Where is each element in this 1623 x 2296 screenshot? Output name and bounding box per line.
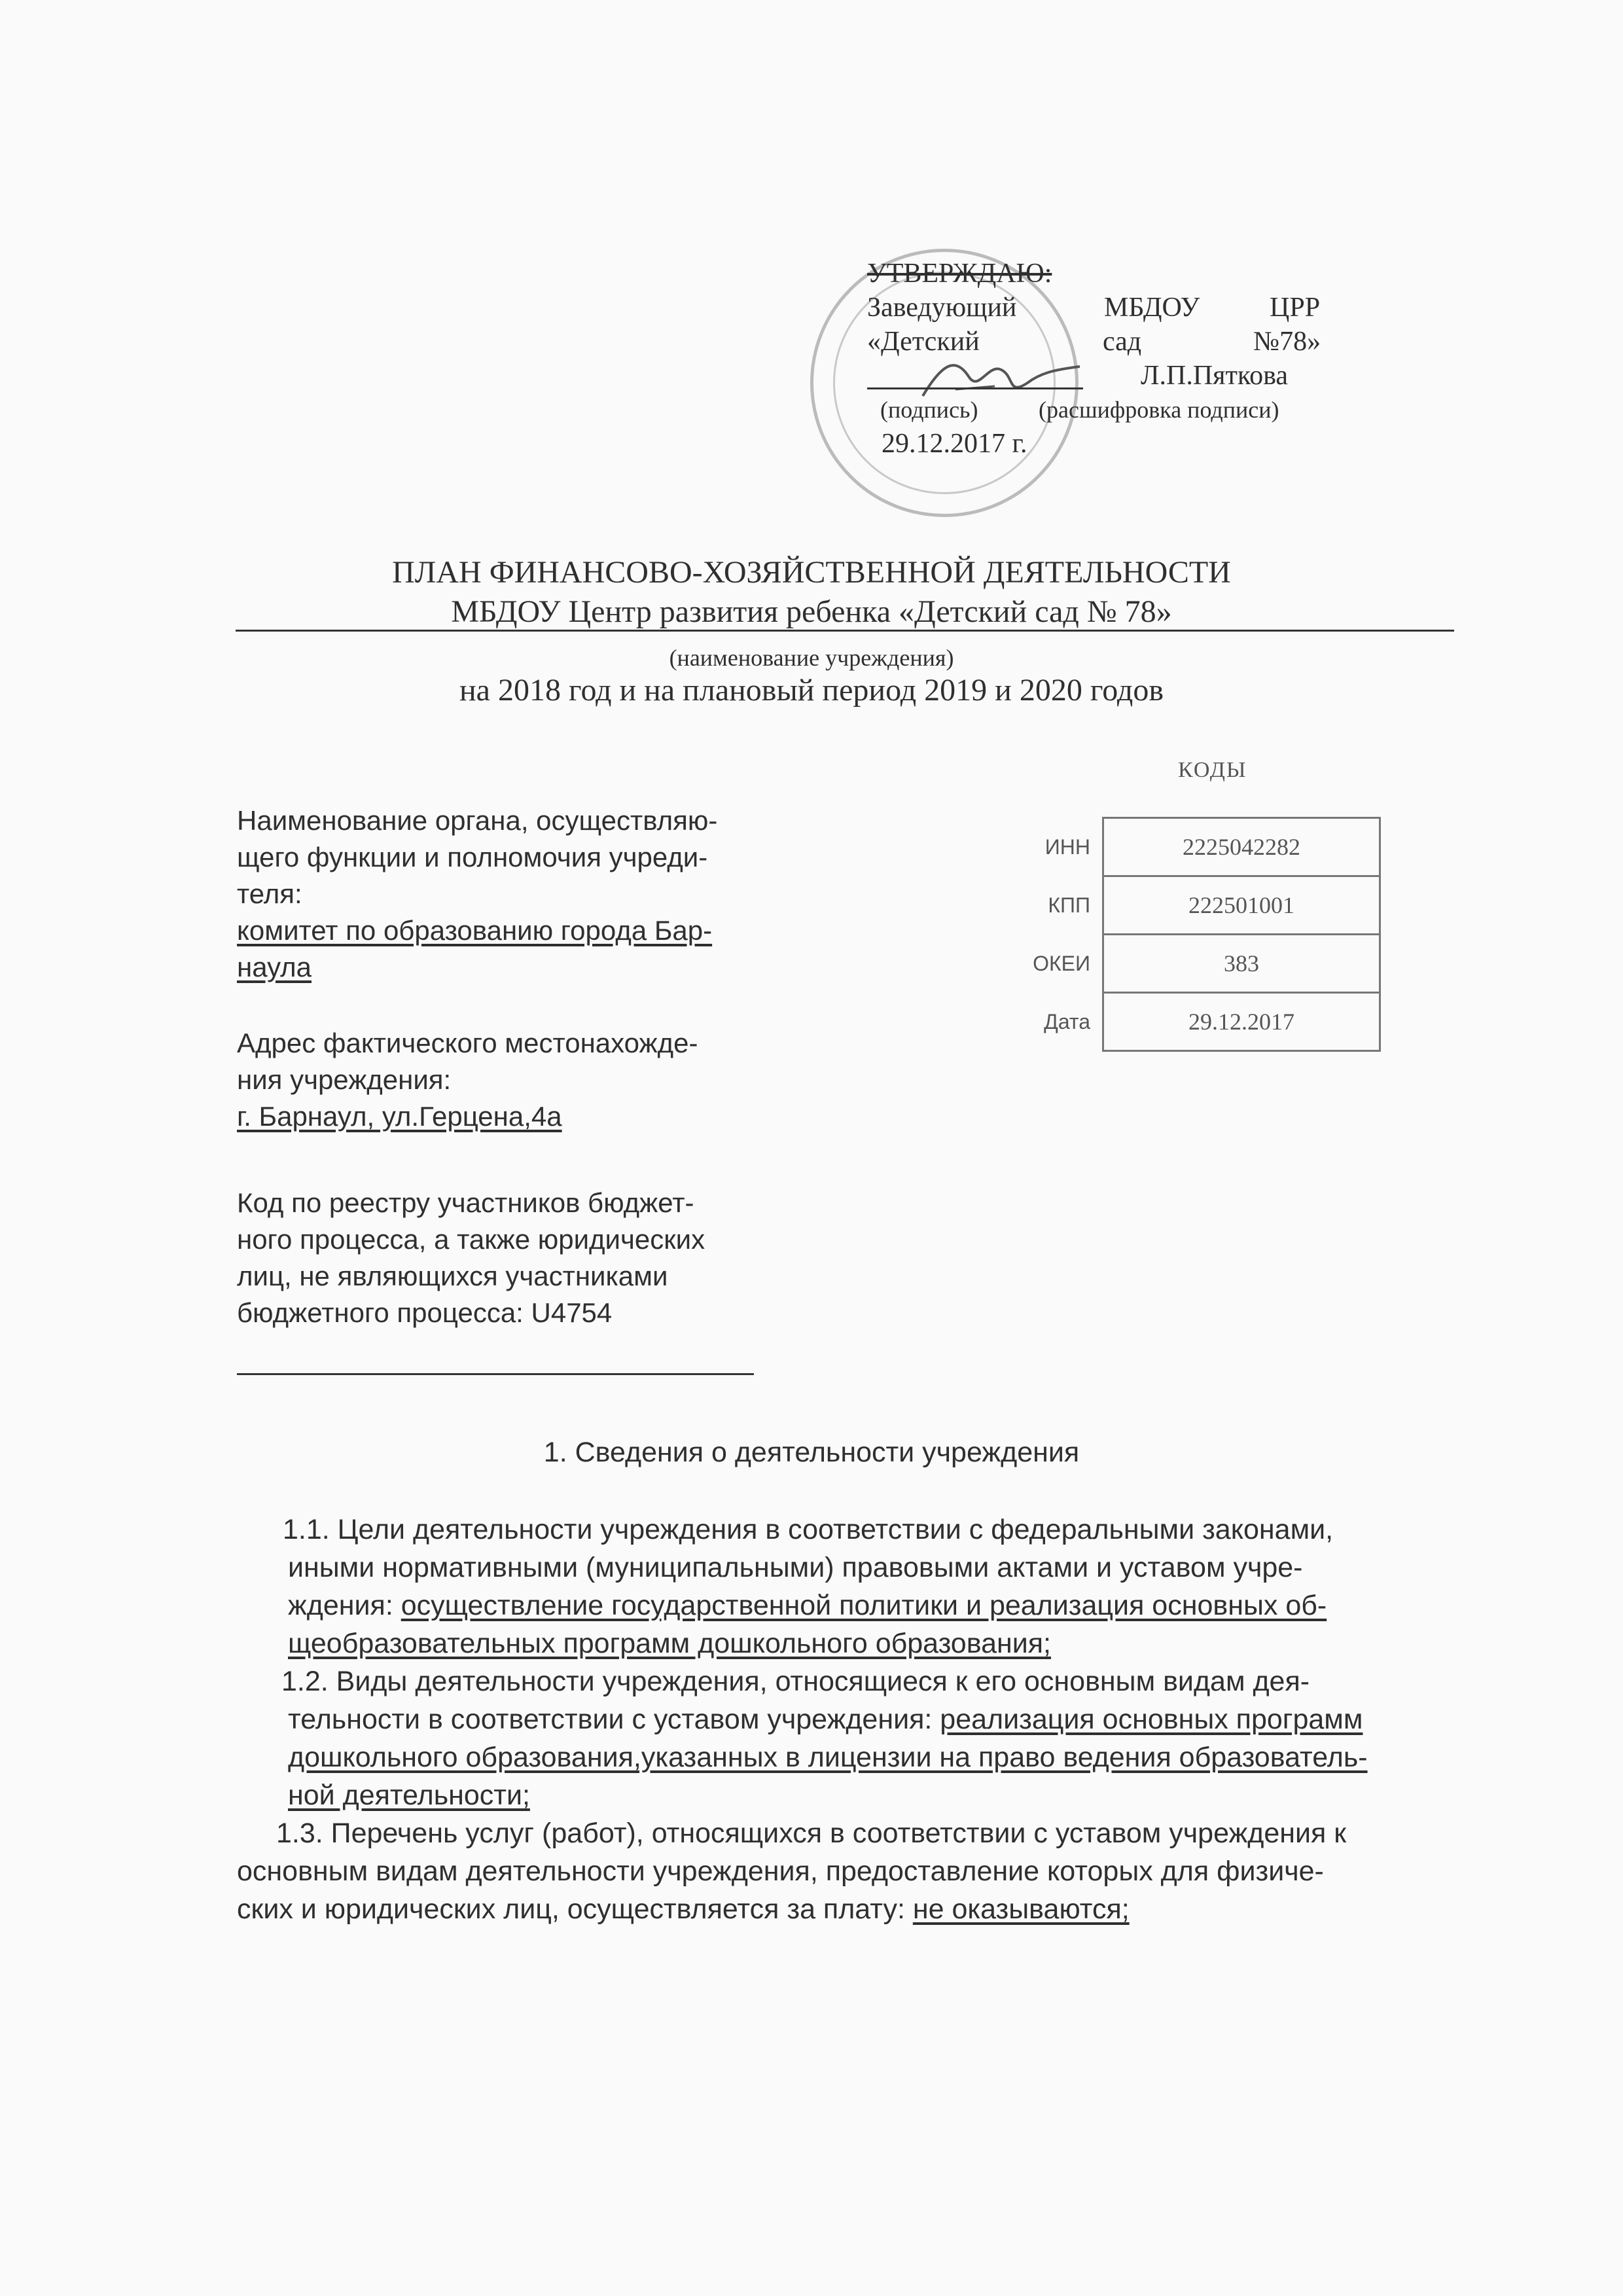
- approval-signature-line: [867, 359, 1338, 393]
- paragraph-line: 1.2. Виды деятельности учреждения, относящиеся к его основным видам дея-: [281, 1666, 1310, 1697]
- paragraph-line: [288, 1587, 1454, 1624]
- code-label: Дата: [1044, 1009, 1090, 1033]
- address-label-line: ния учреждения:: [237, 1064, 452, 1095]
- approval-org: МБДОУ: [1104, 293, 1200, 323]
- goals-value: щеобразовательных программ дошкольного образования;: [288, 1628, 1051, 1659]
- registry-line: ного процесса, а также юридических: [237, 1224, 705, 1255]
- codes-row-kpp: [969, 876, 1380, 935]
- founder-label-line: Наименование органа, осуществляю-: [237, 805, 718, 836]
- founder-block: [237, 802, 774, 986]
- code-value: 29.12.2017: [1103, 993, 1380, 1051]
- title-rule: [236, 630, 1454, 632]
- signature-caption: (подпись): [880, 397, 978, 423]
- paragraph-1-1: [237, 1511, 1454, 1662]
- section-title: 1. Сведения о деятельности учреждения: [543, 1437, 1080, 1468]
- founder-value-line: комитет по образованию города Бар-: [237, 915, 713, 946]
- approval-date: 29.12.2017 г.: [882, 429, 1027, 459]
- plan-period: на 2018 год и на плановый период 2019 и 2020 годов: [459, 673, 1164, 708]
- paragraph-line: 1.3. Перечень услуг (работ), относящихся в соответствии с уставом учреждения к: [276, 1818, 1347, 1849]
- paragraph-text: ждения:: [288, 1590, 401, 1621]
- address-label-line: Адрес фактического местонахожде-: [237, 1028, 698, 1058]
- code-label: КПП: [1048, 893, 1090, 917]
- approval-org-type: ЦРР: [1270, 293, 1321, 323]
- goals-value: осуществление государственной политики и реализация основных об-: [401, 1590, 1327, 1621]
- address-value: г. Барнаул, ул.Герцена,4а: [237, 1101, 562, 1132]
- approval-position-line: [867, 291, 1338, 325]
- paragraph-line: [237, 1890, 1454, 1928]
- registry-rule: [237, 1373, 754, 1375]
- approval-captions: [867, 393, 1364, 427]
- document-title: ПЛАН ФИНАНСОВО-ХОЗЯЙСТВЕННОЙ ДЕЯТЕЛЬНОСТИ: [392, 555, 1231, 590]
- code-value: 222501001: [1103, 876, 1380, 935]
- paragraph-1-2: [237, 1662, 1454, 1814]
- registry-line: лиц, не являющихся участниками: [237, 1261, 668, 1291]
- approval-org-name-2: сад: [1103, 327, 1142, 357]
- registry-block: [237, 1185, 774, 1331]
- paragraph-line: иными нормативными (муниципальными) правовыми актами и уставом учре-: [288, 1552, 1303, 1583]
- approval-heading: УТВЕРЖДАЮ:: [867, 259, 1052, 289]
- paragraph-text: ских и юридических лиц, осуществляется за плату:: [237, 1893, 913, 1925]
- paragraph-1-3: [237, 1814, 1454, 1928]
- approval-org-name-line: [867, 325, 1338, 359]
- address-block: [237, 1025, 774, 1135]
- approval-block: [867, 257, 1364, 461]
- code-label: ОКЕИ: [1033, 951, 1090, 975]
- registry-line: Код по реестру участников бюджет-: [237, 1187, 694, 1218]
- codes-header: КОДЫ: [1178, 758, 1247, 782]
- founder-label-line: щего функции и полномочия учреди-: [237, 842, 708, 872]
- code-value: 383: [1103, 935, 1380, 993]
- institution-caption: (наименование учреждения): [669, 645, 954, 671]
- code-value: 2225042282: [1103, 818, 1380, 876]
- approval-org-name-1: «Детский: [867, 327, 980, 357]
- paragraph-line: 1.1. Цели деятельности учреждения в соответствии с федеральными законами,: [283, 1514, 1334, 1545]
- approval-position: Заведующий: [867, 293, 1017, 323]
- code-label: ИНН: [1044, 834, 1090, 859]
- paid-services-value: не оказываются;: [912, 1893, 1130, 1925]
- paragraph-line: основным видам деятельности учреждения, предоставление которых для физиче-: [237, 1856, 1324, 1887]
- codes-row-okei: [969, 935, 1380, 993]
- paragraph-line: [288, 1700, 1454, 1738]
- activity-value: реализация основных программ: [940, 1704, 1363, 1735]
- activity-value: ной деятельности;: [288, 1780, 530, 1811]
- registry-line: бюджетного процесса: U4754: [237, 1297, 613, 1328]
- activity-value: дошкольного образования,указанных в лицензии на право ведения образователь-: [288, 1742, 1368, 1773]
- approval-name: Л.П.Пяткова: [1141, 361, 1289, 391]
- codes-row-date: [969, 993, 1380, 1051]
- approval-org-name-3: №78»: [1253, 327, 1321, 357]
- codes-row-inn: [969, 818, 1380, 876]
- founder-label-line: теля:: [237, 878, 302, 909]
- institution-name: МБДОУ Центр развития ребенка «Детский сад № 78»: [451, 594, 1172, 629]
- decode-caption: (расшифровка подписи): [1039, 397, 1279, 423]
- founder-value-line: наула: [237, 952, 312, 982]
- paragraph-text: тельности в соответствии с уставом учреждения:: [288, 1704, 940, 1735]
- codes-table: [969, 817, 1381, 1052]
- signature-rule: [867, 387, 1083, 389]
